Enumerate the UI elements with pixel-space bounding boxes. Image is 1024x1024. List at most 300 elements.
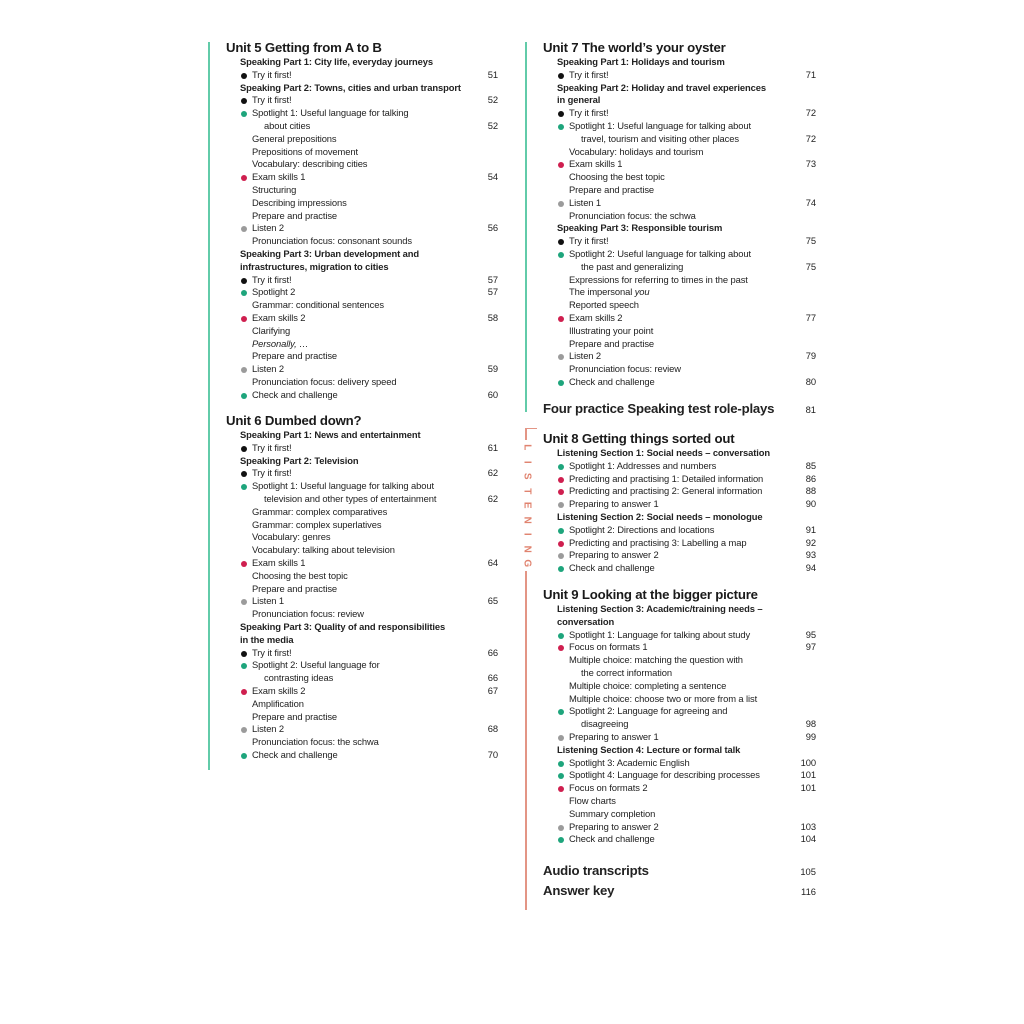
red-bullet-icon [241, 561, 247, 567]
entry-text: Vocabulary: genres [252, 531, 331, 543]
speaking-marker-line-right [525, 42, 527, 412]
toc-entry[interactable] [226, 493, 498, 506]
entry-label [581, 718, 628, 731]
toc-entry[interactable] [226, 363, 498, 376]
entry-label [240, 634, 294, 647]
entry-text: in the media [240, 633, 294, 645]
entry-text: Structuring [252, 183, 297, 195]
entry-label [569, 376, 655, 389]
entry-text: Expressions for referring to times in the past [569, 273, 748, 285]
listening-section-label [514, 440, 538, 571]
toc-entry[interactable] [543, 158, 816, 171]
toc-entry[interactable] [543, 731, 816, 744]
entry-text: Spotlight 1: Useful language for talking about [569, 119, 751, 131]
entry-text: Speaking Part 2: Towns, cities and urban transport [240, 81, 461, 93]
red-bullet-icon [241, 175, 247, 181]
page-number: 68 [487, 723, 498, 735]
black-bullet-icon [241, 278, 247, 284]
entry-label [252, 222, 284, 235]
entry-text: Pronunciation focus: the schwa [252, 736, 379, 748]
entry-text: the correct information [581, 666, 672, 678]
entry-text: Spotlight 1: Useful language for talking [252, 107, 409, 119]
page-number: 94 [805, 562, 816, 574]
entry-label [569, 705, 727, 718]
entry-text: Listening Section 2: Social needs – monologue [557, 510, 763, 522]
entry-text: Flow charts [569, 794, 616, 806]
toc-entry[interactable] [226, 222, 498, 235]
page-number: 77 [805, 311, 816, 323]
toc-entry[interactable] [543, 757, 816, 770]
red-bullet-icon [558, 645, 564, 651]
entry-label [569, 629, 750, 642]
toc-entry [226, 583, 498, 596]
entry-text: Illustrating your point [569, 324, 654, 336]
entry-label [569, 485, 762, 498]
listening-letter: G [521, 559, 533, 568]
page-number: 62 [487, 467, 498, 479]
black-bullet-icon [558, 111, 564, 117]
entry-label [264, 672, 333, 685]
entry-label [264, 493, 436, 506]
entry-text: travel, tourism and visiting other places [581, 132, 739, 144]
entry-text: Exam skills 1 [569, 158, 623, 170]
section-heading [543, 94, 816, 107]
entry-label [557, 511, 762, 524]
entry-label [569, 184, 654, 197]
entry-label [569, 350, 601, 363]
entry-label [252, 69, 292, 82]
entry-label [252, 442, 292, 455]
entry-text: Exam skills 1 [252, 556, 306, 568]
entry-label [252, 350, 337, 363]
page-number: 101 [800, 782, 816, 794]
roleplays-entry[interactable] [543, 400, 816, 418]
entry-text: about cities [264, 119, 311, 131]
entry-text: Spotlight 3: Academic English [569, 756, 690, 768]
entry-text: Reported speech [569, 299, 639, 311]
entry-label [569, 498, 659, 511]
green-bullet-icon [558, 709, 564, 715]
entry-label [252, 376, 397, 389]
page-number: 52 [487, 94, 498, 106]
green-bullet-icon [558, 380, 564, 386]
green-bullet-icon [558, 252, 564, 258]
toc-entry [226, 299, 498, 312]
gray-bullet-icon [558, 201, 564, 207]
section-heading [543, 82, 816, 95]
entry-text: Spotlight 2: Directions and locations [569, 523, 715, 535]
toc-entry[interactable] [543, 498, 816, 511]
unit-8-section [543, 431, 816, 575]
page-number: 104 [800, 833, 816, 845]
black-bullet-icon [558, 239, 564, 245]
toc-entry[interactable] [543, 549, 816, 562]
entry-label [569, 171, 665, 184]
toc-entry[interactable] [543, 629, 816, 642]
entry-label [569, 524, 714, 537]
entry-text: television and other types of entertainment [264, 492, 437, 504]
entry-text: Listen 1 [252, 595, 285, 607]
entry-label [569, 210, 696, 223]
entry-label [569, 235, 609, 248]
toc-entry[interactable] [543, 235, 816, 248]
entry-text: Try it first! [252, 646, 292, 658]
toc-entry [226, 698, 498, 711]
toc-entry [226, 133, 498, 146]
entry-label [252, 171, 305, 184]
toc-entry[interactable] [543, 69, 816, 82]
toc-entry [226, 519, 498, 532]
page-number: 60 [487, 388, 498, 400]
page-number: 72 [805, 107, 816, 119]
toc-entry[interactable] [543, 641, 816, 654]
entry-label [569, 654, 743, 667]
toc-entry [226, 480, 498, 493]
entry-text: Prepare and practise [252, 209, 338, 221]
entry-label [581, 667, 672, 680]
listening-letter: L [521, 444, 533, 451]
toc-entry [543, 705, 816, 718]
toc-entry[interactable] [543, 261, 816, 274]
listening-marker-tick-top [525, 428, 537, 429]
toc-entry[interactable] [543, 133, 816, 146]
unit-title: Unit 8 Getting things sorted out [543, 431, 735, 446]
black-bullet-icon [241, 471, 247, 477]
entry-text: Prepare and practise [252, 350, 338, 362]
entry-text: Check and challenge [569, 562, 655, 574]
green-bullet-icon [558, 528, 564, 534]
entry-label [569, 473, 763, 486]
page-number: 61 [487, 441, 498, 453]
unit-7-section [543, 40, 816, 389]
red-bullet-icon [558, 786, 564, 792]
page-number: 59 [487, 363, 498, 375]
toc-entry[interactable] [226, 672, 498, 685]
entry-text: The impersonal [569, 286, 635, 298]
red-bullet-icon [558, 477, 564, 483]
entry-text: Check and challenge [252, 748, 338, 760]
green-bullet-icon [241, 290, 247, 296]
entry-label [252, 647, 292, 660]
entry-text: Exam skills 2 [252, 311, 306, 323]
page-number: 54 [487, 171, 498, 183]
entry-label [557, 744, 740, 757]
answer-key-title: Answer key [543, 883, 615, 898]
toc-entry [226, 531, 498, 544]
entry-text: Listening Section 1: Social needs – conversation [557, 447, 770, 458]
entry-label [252, 557, 305, 570]
entry-label [569, 325, 653, 338]
entry-label [569, 680, 726, 693]
toc-entry[interactable] [226, 120, 498, 133]
unit-title: Unit 5 Getting from A to B [226, 40, 382, 55]
toc-entry [226, 146, 498, 159]
entry-text: contrasting ideas [264, 672, 334, 684]
toc-entry[interactable] [543, 718, 816, 731]
toc-entry [543, 286, 816, 299]
entry-label [569, 363, 681, 376]
toc-entry [543, 363, 816, 376]
entry-label [557, 94, 600, 107]
entry-label [252, 146, 358, 159]
entry-label [252, 711, 337, 724]
unit-9-section [543, 587, 816, 846]
black-bullet-icon [241, 651, 247, 657]
toc-entry[interactable] [543, 562, 816, 575]
entry-text: Speaking Part 3: Responsible tourism [557, 222, 723, 234]
entry-text: Spotlight 2: Language for agreeing and [569, 705, 728, 717]
entry-text: Check and challenge [252, 388, 338, 400]
entry-label [252, 723, 284, 736]
black-bullet-icon [558, 73, 564, 79]
green-bullet-icon [558, 566, 564, 572]
entry-text: Grammar: complex superlatives [252, 518, 382, 530]
entry-label [252, 94, 292, 107]
page-number: 72 [805, 132, 816, 144]
green-bullet-icon [558, 633, 564, 639]
toc-entry [226, 736, 498, 749]
entry-text: Exam skills 1 [252, 171, 306, 183]
unit-title: Unit 6 Dumbed down? [226, 413, 362, 428]
entry-text: Speaking Part 2: Television [240, 454, 359, 466]
entry-label [252, 363, 284, 376]
entry-label [252, 659, 380, 672]
entry-text: Preparing to answer 2 [569, 549, 659, 561]
entry-label [569, 460, 716, 473]
section-heading [226, 455, 498, 468]
toc-entry[interactable] [543, 782, 816, 795]
entry-text: Spotlight 4: Language for describing processes [569, 769, 760, 781]
entry-text: Pronunciation focus: the schwa [569, 209, 696, 221]
page-number: 103 [800, 820, 816, 832]
section-heading [543, 603, 816, 616]
speaking-marker-line-left [208, 42, 210, 770]
entry-label [569, 248, 751, 261]
section-heading [226, 634, 498, 647]
entry-text: Speaking Part 1: News and entertainment [240, 429, 421, 440]
listening-letter: I [521, 460, 533, 464]
toc-entry[interactable] [543, 350, 816, 363]
entry-label [252, 698, 304, 711]
toc-entry[interactable] [226, 685, 498, 698]
entry-text: Preparing to answer 1 [569, 730, 659, 742]
page-number: 80 [805, 375, 816, 387]
entry-text: Listen 2 [252, 723, 285, 735]
toc-entry[interactable] [226, 286, 498, 299]
entry-label [240, 261, 389, 274]
toc-entry[interactable] [543, 485, 816, 498]
entry-text-italic: Personally, … [252, 337, 309, 349]
entry-label [569, 693, 757, 706]
audio-transcripts-title: Audio transcripts [543, 863, 649, 878]
green-bullet-icon [241, 663, 247, 669]
toc-entry[interactable] [226, 467, 498, 480]
listening-letter: N [521, 545, 533, 553]
toc-entry[interactable] [226, 647, 498, 660]
entry-label [569, 782, 647, 795]
toc-entry[interactable] [543, 833, 816, 846]
page-number: 67 [487, 684, 498, 696]
section-heading [543, 744, 816, 757]
toc-entry[interactable] [226, 312, 498, 325]
audio-transcripts-entry[interactable] [543, 862, 816, 880]
toc-entry[interactable] [226, 442, 498, 455]
page-number: 90 [805, 498, 816, 510]
listening-letter: N [521, 516, 533, 524]
toc-entry[interactable] [543, 769, 816, 782]
toc-entry [543, 325, 816, 338]
toc-entry[interactable] [543, 524, 816, 537]
page-number: 71 [805, 68, 816, 80]
toc-entry[interactable] [226, 274, 498, 287]
entry-label [252, 235, 412, 248]
section-heading [543, 447, 816, 460]
entry-text: Predicting and practising 3: Labelling a map [569, 536, 747, 548]
entry-text: Listening Section 4: Lecture or formal talk [557, 743, 741, 755]
listening-letter: T [521, 487, 533, 494]
toc-entry [543, 680, 816, 693]
section-heading [543, 222, 816, 235]
toc-entry[interactable] [543, 460, 816, 473]
entry-label [569, 338, 654, 351]
black-bullet-icon [241, 98, 247, 104]
entry-text: Listen 2 [252, 363, 285, 375]
entry-text: Try it first! [569, 235, 609, 247]
entry-label [240, 621, 445, 634]
toc-entry[interactable] [226, 171, 498, 184]
green-bullet-icon [241, 484, 247, 490]
green-bullet-icon [241, 753, 247, 759]
toc-entry [226, 197, 498, 210]
entry-label [569, 312, 622, 325]
toc-entry [543, 808, 816, 821]
entry-text: Spotlight 1: Useful language for talking about [252, 480, 434, 492]
entry-label [252, 158, 367, 171]
toc-entry[interactable] [543, 473, 816, 486]
entry-text: Pronunciation focus: review [569, 363, 681, 375]
toc-entry [543, 299, 816, 312]
page-number: 51 [487, 68, 498, 80]
entry-label [252, 286, 295, 299]
entry-label [557, 56, 725, 69]
toc-entry [543, 184, 816, 197]
page-number: 58 [487, 311, 498, 323]
toc-entry [226, 711, 498, 724]
toc-entry[interactable] [226, 557, 498, 570]
toc-entry[interactable] [226, 389, 498, 402]
toc-entry[interactable] [543, 821, 816, 834]
answer-key-entry[interactable] [543, 882, 816, 900]
entry-label [557, 447, 770, 460]
toc-entry[interactable] [226, 723, 498, 736]
green-bullet-icon [558, 464, 564, 470]
entry-label [252, 595, 284, 608]
entry-label [252, 544, 395, 557]
entry-text: Vocabulary: talking about television [252, 544, 395, 556]
toc-entry [226, 544, 498, 557]
green-bullet-icon [241, 393, 247, 399]
page-number: 99 [805, 730, 816, 742]
entry-text: Try it first! [252, 94, 292, 106]
entry-text: Spotlight 1: Addresses and numbers [569, 459, 717, 471]
toc-entry [543, 120, 816, 133]
page-number: 66 [487, 672, 498, 684]
page-number: 74 [805, 196, 816, 208]
toc-entry [226, 184, 498, 197]
entry-label [569, 120, 751, 133]
toc-entry[interactable] [226, 94, 498, 107]
entry-text: Predicting and practising 2: General information [569, 485, 763, 497]
entry-text: Try it first! [569, 107, 609, 119]
toc-entry [226, 107, 498, 120]
entry-label [569, 821, 659, 834]
entry-label [569, 197, 601, 210]
entry-label [569, 146, 703, 159]
entry-label [240, 429, 421, 442]
toc-entry[interactable] [226, 749, 498, 762]
toc-entry[interactable] [543, 107, 816, 120]
entry-label [252, 685, 305, 698]
entry-label [252, 608, 364, 621]
entry-text: Predicting and practising 1: Detailed information [569, 472, 764, 484]
unit-6-section [226, 413, 498, 762]
red-bullet-icon [558, 489, 564, 495]
green-bullet-icon [241, 111, 247, 117]
entry-text: Speaking Part 1: Holidays and tourism [557, 56, 725, 67]
entry-text: Amplification [252, 697, 304, 709]
entry-text: Try it first! [252, 467, 292, 479]
toc-entry[interactable] [543, 197, 816, 210]
entry-label [252, 749, 338, 762]
entry-text: Check and challenge [569, 833, 655, 845]
entry-label [569, 549, 659, 562]
entry-text: Focus on formats 2 [569, 782, 648, 794]
toc-entry[interactable] [543, 312, 816, 325]
toc-entry[interactable] [543, 537, 816, 550]
entry-label [569, 833, 655, 846]
entry-text: Clarifying [252, 324, 291, 336]
toc-entry [543, 338, 816, 351]
entry-text: Speaking Part 3: Quality of and responsibilities [240, 620, 446, 632]
toc-entry[interactable] [226, 69, 498, 82]
entry-text: Check and challenge [569, 375, 655, 387]
black-bullet-icon [241, 73, 247, 79]
entry-label [252, 570, 348, 583]
listening-letter: I [521, 532, 533, 536]
page-number: 57 [487, 286, 498, 298]
entry-label [252, 312, 305, 325]
section-heading [226, 621, 498, 634]
page-number: 91 [805, 523, 816, 535]
entry-text: Spotlight 2: Useful language for talking about [569, 247, 751, 259]
page-number: 65 [487, 595, 498, 607]
entry-text: Choosing the best topic [569, 171, 665, 183]
toc-entry[interactable] [543, 376, 816, 389]
entry-label [252, 325, 290, 338]
entry-label [569, 641, 647, 654]
toc-entry [226, 506, 498, 519]
green-bullet-icon [558, 124, 564, 130]
entry-label [252, 583, 337, 596]
toc-entry[interactable] [226, 595, 498, 608]
toc-entry [226, 235, 498, 248]
page-number: 105 [800, 866, 816, 877]
page-number: 95 [805, 628, 816, 640]
gray-bullet-icon [558, 553, 564, 559]
entry-text: Describing impressions [252, 196, 347, 208]
entry-text: Exam skills 2 [569, 311, 623, 323]
entry-text: Listen 2 [252, 222, 285, 234]
